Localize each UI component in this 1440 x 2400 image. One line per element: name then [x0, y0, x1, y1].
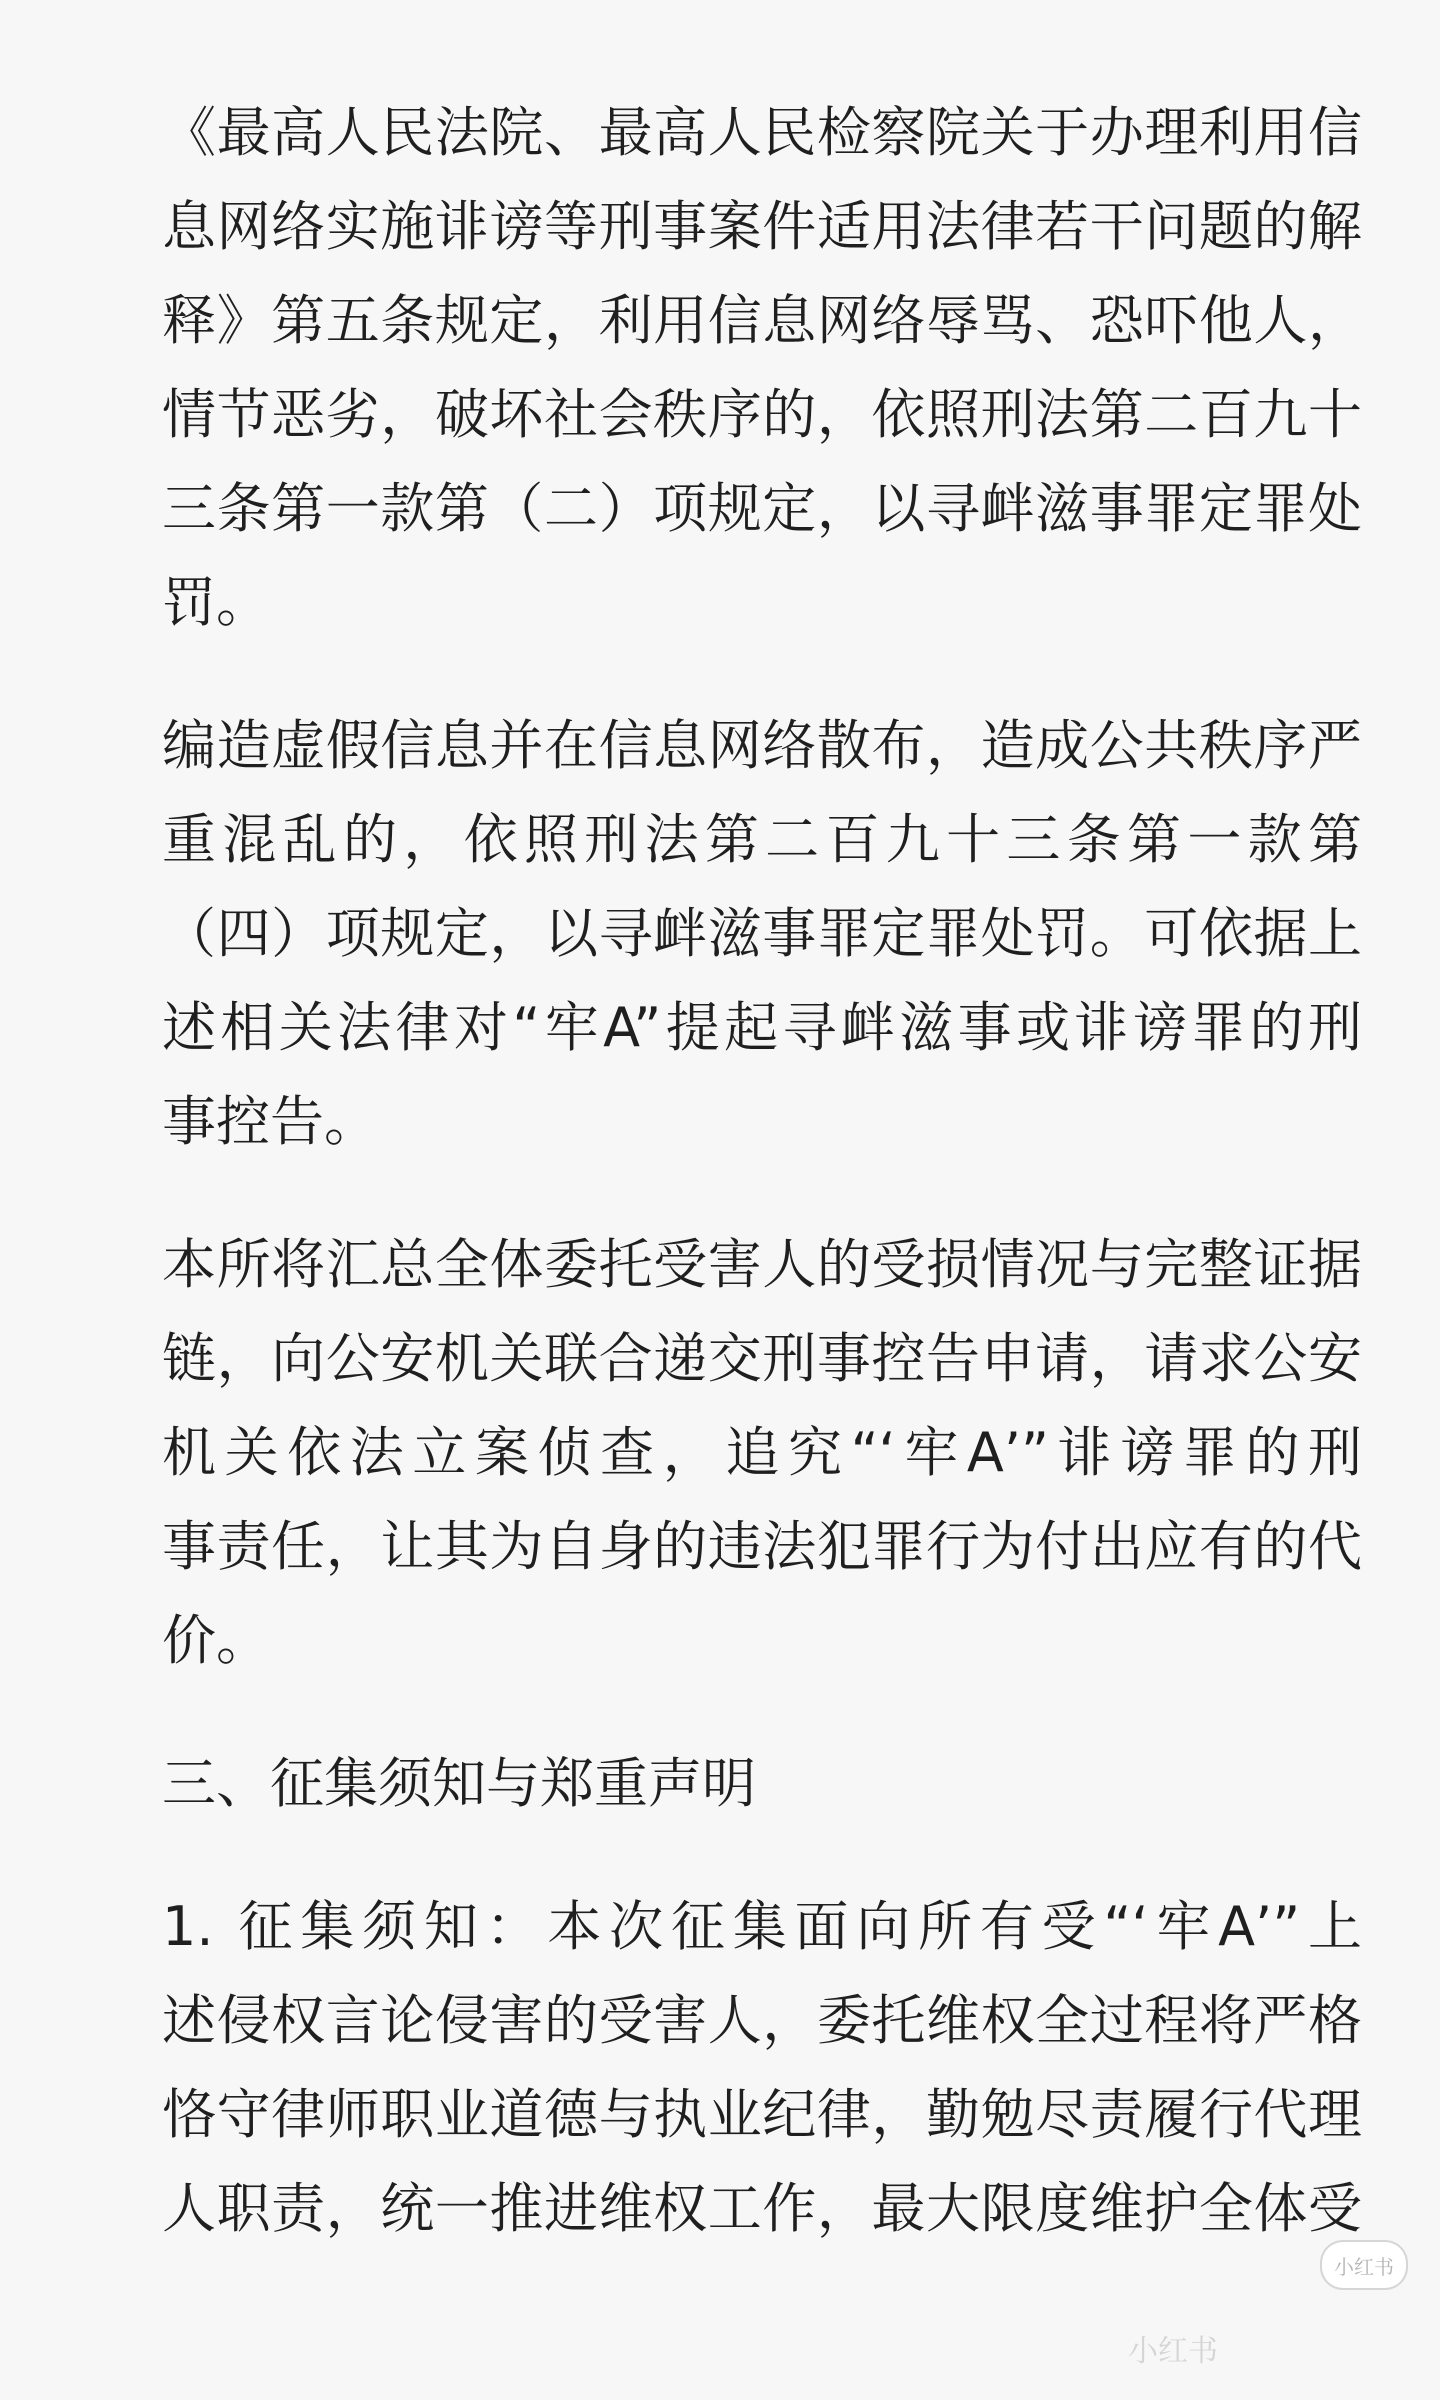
text-line: （四）项规定，以寻衅滋事罪定罪处罚。可依据上 — [162, 902, 1362, 965]
text-line: 《最高人民法院、最高人民检察院关于办理利用信 — [162, 101, 1362, 164]
text-line: 恪守律师职业道德与执业纪律，勤勉尽责履行代理 — [162, 2083, 1362, 2146]
text-line: 机关依法立案侦查，追究“‘牢A’”诽谤罪的刑 — [162, 1421, 1362, 1484]
section-heading-text: 三、征集须知与郑重声明 — [162, 1752, 756, 1815]
text-line: 价。 — [162, 1609, 270, 1672]
text-line: 情节恶劣，破坏社会秩序的，依照刑法第二百九十 — [162, 383, 1362, 446]
article-body — [162, 86, 1362, 2256]
text-line: 三条第一款第（二）项规定，以寻衅滋事罪定罪处 — [162, 477, 1362, 540]
text-line: 1. 征集须知：本次征集面向所有受“‘牢A’”上 — [162, 1895, 1362, 1958]
text-line: 事责任，让其为自身的违法犯罪行为付出应有的代 — [162, 1515, 1362, 1578]
paragraph-false-information — [162, 699, 1362, 1169]
paragraph-legal-interpretation — [162, 86, 1362, 650]
text-line: 息网络实施诽谤等刑事案件适用法律若干问题的解 — [162, 195, 1362, 258]
text-line: 重混乱的，依照刑法第二百九十三条第一款第 — [162, 808, 1362, 871]
paragraph-criminal-complaint — [162, 1218, 1362, 1688]
text-line: 编造虚假信息并在信息网络散布，造成公共秩序严 — [162, 714, 1362, 777]
text-line: 释》第五条规定，利用信息网络辱骂、恐吓他人， — [162, 289, 1362, 352]
watermark-badge: 小红书 — [1320, 2240, 1408, 2290]
text-line: 述侵权言论侵害的受害人，委托维权全过程将严格 — [162, 1989, 1362, 2052]
section-heading — [162, 1737, 1362, 1831]
text-line: 链，向公安机关联合递交刑事控告申请，请求公安 — [162, 1327, 1362, 1390]
text-line: 人职责，统一推进维权工作，最大限度维护全体受 — [162, 2177, 1362, 2240]
text-line: 罚。 — [162, 571, 270, 634]
paragraph-collection-notice — [162, 1880, 1362, 2256]
text-line: 事控告。 — [162, 1090, 378, 1153]
text-line: 述相关法律对“牢A”提起寻衅滋事或诽谤罪的刑 — [162, 996, 1362, 1059]
text-line: 本所将汇总全体委托受害人的受损情况与完整证据 — [162, 1233, 1362, 1296]
watermark — [1128, 2254, 1408, 2380]
watermark-text: 小红书 — [1128, 2334, 1218, 2369]
